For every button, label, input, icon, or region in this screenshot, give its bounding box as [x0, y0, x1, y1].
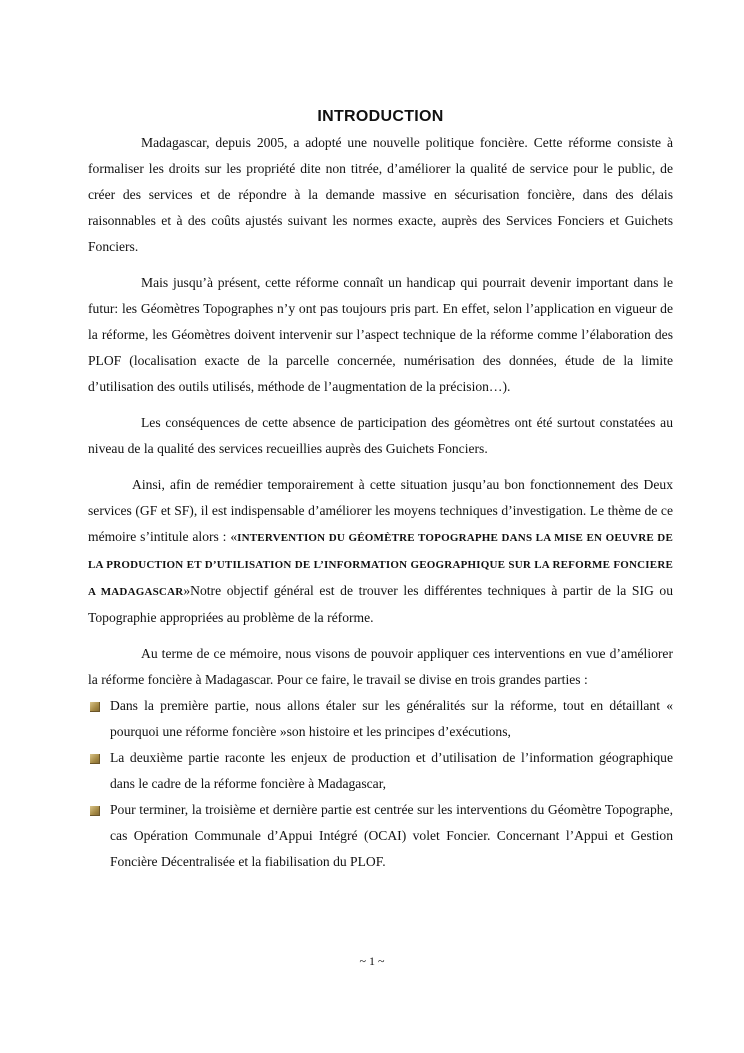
list-item [88, 797, 673, 875]
section-heading: INTRODUCTION [317, 108, 444, 125]
document-page [88, 104, 673, 875]
square-bullet-icon [90, 754, 100, 764]
list-item [88, 745, 673, 797]
paragraph-context: Madagascar, depuis 2005, a adopté une nouvelle politique foncière. Cette réforme consiste à formaliser les droits sur les propriété dite non titrée, d’améliorer la qualité de service pour le public, de créer des services et de répondre à la demande massive en sécurisation foncière, dans des délais raisonnables et à des coûts ajustés suivant les normes exacte, auprès des Services Fonciers et Guichets Fonciers. [88, 135, 673, 254]
paragraph-consequences: Les conséquences de cette absence de participation des géomètres ont été surtout constatées au niveau de la qualité des services recueillies auprès des Guichets Fonciers. [88, 415, 673, 456]
list-item-text: Pour terminer, la troisième et dernière partie est centrée sur les interventions du Géomètre Topographe, cas Opération Communale d’Appui Intégré (OCAI) volet Foncier. Concernant l’Appui et Gestion Foncière Décentralisée et la fiabilisation du PLOF. [110, 802, 673, 869]
list-item [88, 693, 673, 745]
paragraph-handicap: Mais jusqu’à présent, cette réforme connaît un handicap qui pourrait devenir important dans le futur: les Géomètres Topographes n’y ont pas toujours pris part. En effet, selon l’application en vigueur de la réforme, les Géomètres doivent intervenir sur l’aspect technique de la réforme comme l’élaboration des PLOF (localisation exacte de la parcelle concernée, numérisation des données, étude de la limite d’utilisation des outils utilisés, méthode de l’augmentation de la précision…). [88, 275, 673, 394]
list-item-text: Dans la première partie, nous allons étaler sur les généralités sur la réforme, tout en détaillant « pourquoi une réforme foncière »son histoire et les principes d’exécutions, [110, 698, 673, 739]
paragraph-theme [88, 472, 673, 631]
thesis-title: INTERVENTION DU GÉOMÈTRE TOPOGRAPHE DANS LA MISE EN OEUVRE DE LA PRODUCTION ET D’UTILISATION DE L’INFORMATION GEOGRAPHIQUE SUR LA REFORME FONCIERE A MADAGASCAR [88, 532, 673, 598]
page-number: ~ 1 ~ [359, 954, 385, 968]
square-bullet-icon [90, 702, 100, 712]
paragraph-plan: Au terme de ce mémoire, nous visons de pouvoir appliquer ces interventions en vue d’améliorer la réforme foncière à Madagascar. Pour ce faire, le travail se divise en trois grandes parties : [88, 646, 673, 687]
list-item-text: La deuxième partie raconte les enjeux de production et d’utilisation de l’information géographique dans le cadre de la réforme foncière à Madagascar, [110, 750, 673, 791]
theme-objective-text: »Notre objectif général est de trouver les différentes techniques à partir de la SIG ou Topographie appropriées au problème de la réforme. [88, 583, 673, 625]
theme-intro-text: Ainsi, afin de remédier temporairement à cette situation jusqu’au bon fonctionnement des Deux services (GF et SF), il est indispensable d’améliorer les moyens techniques d’investigation. Le thème de ce mémoire s’intitule alors : « [88, 477, 673, 544]
square-bullet-icon [90, 806, 100, 816]
parts-list [88, 693, 673, 875]
